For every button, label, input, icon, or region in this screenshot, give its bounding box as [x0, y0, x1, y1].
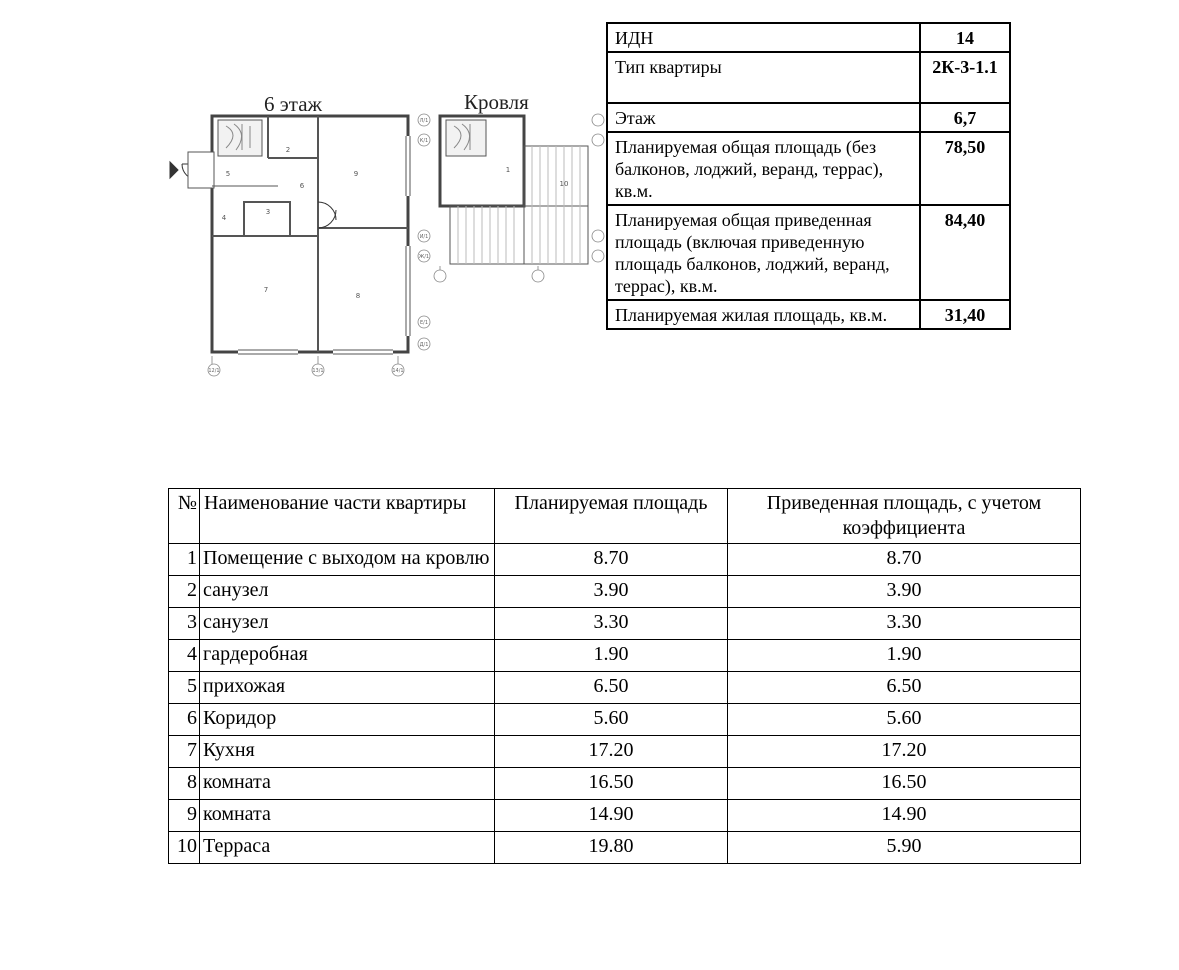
info-value: 2К-3-1.1: [920, 52, 1010, 103]
room-number: 10: [559, 180, 569, 188]
axis-tag: Ж/1: [418, 254, 430, 260]
room-planned-area: 8.70: [495, 544, 728, 576]
table-row: [169, 576, 1081, 608]
table-row: [169, 672, 1081, 704]
room-number: 6: [299, 182, 305, 190]
info-row: [607, 23, 1010, 52]
room-planned-area: 1.90: [495, 640, 728, 672]
info-label: ИДН: [607, 23, 920, 52]
info-value: 78,50: [920, 132, 1010, 205]
room-reduced-area: 3.90: [728, 576, 1081, 608]
header-reduced-area: Приведенная площадь, с учетом коэффициента: [728, 489, 1081, 544]
room-name: санузел: [200, 608, 495, 640]
table-row: [169, 768, 1081, 800]
room-reduced-area: 14.90: [728, 800, 1081, 832]
room-num: 3: [169, 608, 200, 640]
room-number: 5: [225, 170, 231, 178]
room-name: Терраса: [200, 832, 495, 864]
info-row: [607, 103, 1010, 132]
room-reduced-area: 8.70: [728, 544, 1081, 576]
info-label: Планируемая общая приведенная площадь (включая приведенную площадь балконов, лоджий, веранд, террас), кв.м.: [607, 205, 920, 300]
room-reduced-area: 5.90: [728, 832, 1081, 864]
info-label: Этаж: [607, 103, 920, 132]
axis-tag: 12/1: [208, 368, 220, 374]
room-num: 4: [169, 640, 200, 672]
info-value: 84,40: [920, 205, 1010, 300]
room-number: 4: [221, 214, 227, 222]
room-planned-area: 17.20: [495, 736, 728, 768]
axis-tag: К/1: [419, 138, 429, 144]
rooms-table: [168, 488, 1081, 864]
room-name: комната: [200, 800, 495, 832]
floor-6-title: 6 этаж: [264, 92, 323, 116]
axis-tag: Д/1: [419, 342, 429, 348]
header-num: №: [169, 489, 200, 544]
room-reduced-area: 16.50: [728, 768, 1081, 800]
table-row: [169, 736, 1081, 768]
axis-tag: 13/1: [312, 368, 324, 374]
axis-tag: 14/1: [392, 368, 404, 374]
room-num: 6: [169, 704, 200, 736]
room-name: гардеробная: [200, 640, 495, 672]
table-row: [169, 704, 1081, 736]
room-num: 5: [169, 672, 200, 704]
info-row: [607, 132, 1010, 205]
axis-tag: И/1: [419, 234, 429, 240]
room-num: 1: [169, 544, 200, 576]
room-name: санузел: [200, 576, 495, 608]
info-label: Планируемая жилая площадь, кв.м.: [607, 300, 920, 329]
table-row: [169, 800, 1081, 832]
room-planned-area: 6.50: [495, 672, 728, 704]
info-row: [607, 300, 1010, 329]
apartment-info-table: [606, 22, 1011, 330]
info-value: 14: [920, 23, 1010, 52]
table-row: [169, 608, 1081, 640]
room-num: 7: [169, 736, 200, 768]
room-planned-area: 3.30: [495, 608, 728, 640]
room-num: 8: [169, 768, 200, 800]
axis-tag: Е/1: [419, 320, 429, 326]
header-name: Наименование части квартиры: [200, 489, 495, 544]
room-number: 9: [353, 170, 359, 178]
room-planned-area: 3.90: [495, 576, 728, 608]
room-num: 2: [169, 576, 200, 608]
room-reduced-area: 17.20: [728, 736, 1081, 768]
rooms-header-row: [169, 489, 1081, 544]
room-planned-area: 14.90: [495, 800, 728, 832]
room-name: прихожая: [200, 672, 495, 704]
axis-tag: Л/1: [419, 118, 429, 124]
info-row: [607, 205, 1010, 300]
room-number: 7: [263, 286, 269, 294]
room-name: комната: [200, 768, 495, 800]
room-number: 3: [265, 208, 271, 216]
room-planned-area: 5.60: [495, 704, 728, 736]
room-number: 2: [285, 146, 291, 154]
room-name: Коридор: [200, 704, 495, 736]
table-row: [169, 832, 1081, 864]
room-reduced-area: 6.50: [728, 672, 1081, 704]
table-row: [169, 544, 1081, 576]
header-planned-area: Планируемая площадь: [495, 489, 728, 544]
room-num: 9: [169, 800, 200, 832]
room-reduced-area: 5.60: [728, 704, 1081, 736]
info-row: [607, 52, 1010, 103]
info-label: Планируемая общая площадь (без балконов, лоджий, веранд, террас), кв.м.: [607, 132, 920, 205]
room-planned-area: 16.50: [495, 768, 728, 800]
room-planned-area: 19.80: [495, 832, 728, 864]
roof-title: Кровля: [464, 90, 529, 114]
table-row: [169, 640, 1081, 672]
info-value: 6,7: [920, 103, 1010, 132]
floor-plan: [168, 86, 608, 386]
info-label: Тип квартиры: [607, 52, 920, 103]
room-name: Помещение с выходом на кровлю: [200, 544, 495, 576]
info-value: 31,40: [920, 300, 1010, 329]
room-reduced-area: 3.30: [728, 608, 1081, 640]
room-number: 1: [505, 166, 511, 174]
floor-plan-drawing: [168, 86, 608, 386]
room-reduced-area: 1.90: [728, 640, 1081, 672]
room-number: 8: [355, 292, 361, 300]
room-name: Кухня: [200, 736, 495, 768]
room-num: 10: [169, 832, 200, 864]
